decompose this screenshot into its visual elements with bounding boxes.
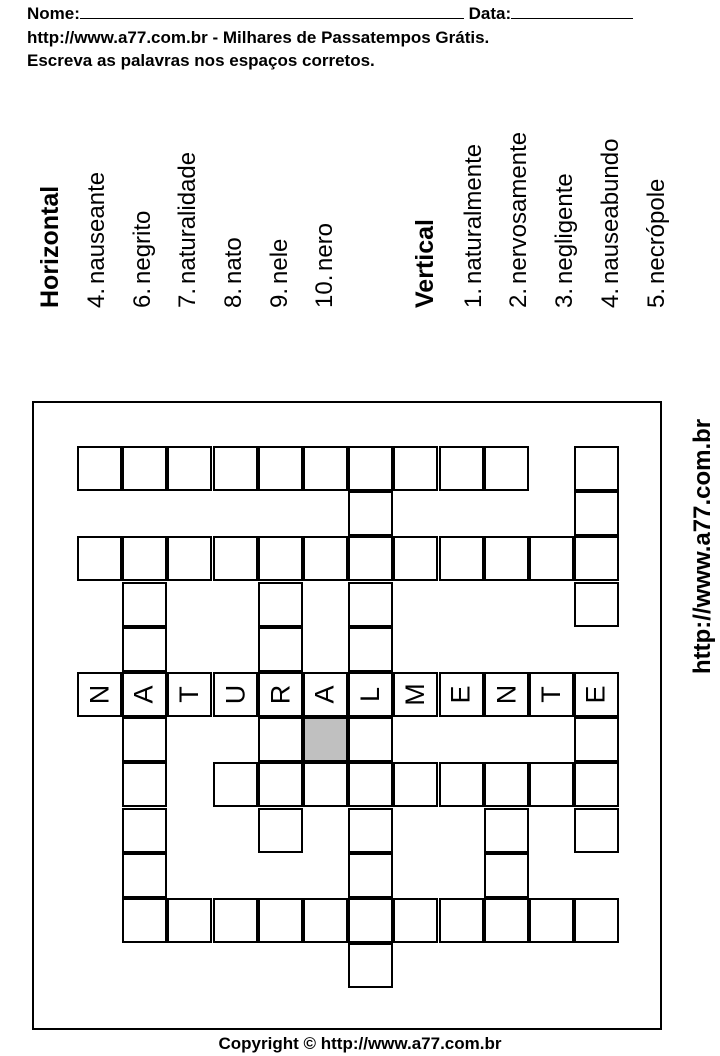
vertical-clue-2 [505,8,533,308]
crossword-cell[interactable] [348,762,393,807]
vertical-title: Vertical [411,219,439,308]
crossword-cell[interactable] [167,536,212,581]
crossword-cell[interactable] [303,446,348,491]
crossword-cell[interactable] [258,762,303,807]
cell-letter: N [84,684,114,705]
crossword-cell[interactable] [484,898,529,943]
cell-letter: L [355,686,385,703]
crossword-cell[interactable] [439,762,484,807]
cell-letter: N [491,684,521,705]
crossword-cell[interactable] [484,536,529,581]
cell-letter: T [536,686,566,703]
crossword-cell[interactable] [122,536,167,581]
crossword-cell[interactable] [484,853,529,898]
crossword-cell[interactable] [393,898,438,943]
filled-letter-cell[interactable] [393,672,438,717]
crossword-cell[interactable] [348,627,393,672]
clue-word: naturalidade [174,151,201,284]
crossword-cell[interactable] [574,536,619,581]
clue-number: 7. [174,287,201,308]
crossword-cell[interactable] [303,898,348,943]
crossword-cell[interactable] [484,446,529,491]
clue-number: 4. [83,287,110,308]
crossword-cell[interactable] [393,446,438,491]
crossword-cell[interactable] [122,808,167,853]
clue-number: 1. [460,287,487,308]
clue-word: negrito [129,210,156,284]
filled-letter-cell[interactable] [303,672,348,717]
crossword-cell[interactable] [529,536,574,581]
horizontal-clue-4 [83,8,111,308]
crossword-cell[interactable] [439,898,484,943]
crossword-cell[interactable] [258,627,303,672]
filled-letter-cell[interactable] [348,672,393,717]
cell-letter: A [309,685,340,704]
crossword-cell[interactable] [122,762,167,807]
clue-word: nato [220,237,247,284]
crossword-cell[interactable] [303,536,348,581]
horizontal-clue-7 [174,8,202,308]
clue-word: necrópole [643,178,670,284]
vertical-clue-1 [460,8,488,308]
clue-number: 9. [266,287,293,308]
vertical-clue-5 [643,8,671,308]
cell-letter: R [265,684,295,705]
crossword-cell[interactable] [167,898,212,943]
crossword-cell[interactable] [348,717,393,762]
crossword-cell[interactable] [213,762,258,807]
clue-number: 3. [551,287,578,308]
crossword-cell[interactable] [258,446,303,491]
footer-copyright: Copyright © http://www.a77.com.br [218,1034,502,1053]
horizontal-clue-9 [266,8,294,308]
crossword-cell[interactable] [348,943,393,988]
date-label: Data: [468,4,512,23]
crossword-cell[interactable] [77,446,122,491]
clue-number: 4. [597,287,624,308]
filled-letter-cell[interactable] [167,672,212,717]
crossword-cell[interactable] [574,446,619,491]
cell-letter: E [445,685,476,704]
crossword-cell[interactable] [439,536,484,581]
shaded-cell [303,717,348,762]
site-line: http://www.a77.com.br - Milhares de Passatempos Grátis. [27,28,490,47]
clue-number: 10. [311,274,338,308]
crossword-cell[interactable] [574,491,619,536]
crossword-cell[interactable] [574,898,619,943]
horizontal-clue-10 [311,8,339,308]
horizontal-title: Horizontal [36,185,64,308]
crossword-cell[interactable] [348,582,393,627]
cell-letter: M [400,683,430,706]
crossword-cell[interactable] [213,446,258,491]
clue-number: 6. [129,287,156,308]
filled-letter-cell[interactable] [213,672,258,717]
clue-word: nauseabundo [597,138,624,284]
crossword-cell[interactable] [258,808,303,853]
vertical-clue-4 [597,8,625,308]
filled-letter-cell[interactable] [77,672,122,717]
crossword-cell[interactable] [529,762,574,807]
crossword-cell[interactable] [122,627,167,672]
crossword-cell[interactable] [122,717,167,762]
filled-letter-cell[interactable] [484,672,529,717]
clue-word: negligente [551,173,578,284]
clue-number: 5. [643,287,670,308]
crossword-cell[interactable] [213,536,258,581]
cell-letter: A [128,685,159,704]
crossword-cell[interactable] [213,898,258,943]
clue-word: nele [266,238,293,284]
crossword-cell[interactable] [122,898,167,943]
crossword-cell[interactable] [122,582,167,627]
crossword-cell[interactable] [167,446,212,491]
crossword-cell[interactable] [122,853,167,898]
crossword-cell[interactable] [348,536,393,581]
crossword-cell[interactable] [484,808,529,853]
crossword-cell[interactable] [77,536,122,581]
crossword-cell[interactable] [348,491,393,536]
crossword-cell[interactable] [574,717,619,762]
crossword-cell[interactable] [122,446,167,491]
crossword-cell[interactable] [258,898,303,943]
crossword-cell[interactable] [348,446,393,491]
filled-letter-cell[interactable] [439,672,484,717]
cell-letter: E [580,685,611,704]
cell-letter: U [220,684,250,705]
cell-letter: T [174,686,204,703]
clue-word: nervosamente [505,131,532,284]
crossword-cell[interactable] [439,446,484,491]
crossword-cell[interactable] [484,762,529,807]
crossword-cell[interactable] [348,898,393,943]
side-url: http://www.a77.com.br [689,418,716,674]
instruction-text: Escreva as palavras nos espaços corretos. [27,51,375,70]
filled-letter-cell[interactable] [258,672,303,717]
clue-word: nero [311,222,338,271]
crossword-cell[interactable] [258,717,303,762]
crossword-cell[interactable] [393,536,438,581]
filled-letter-cell[interactable] [529,672,574,717]
crossword-cell[interactable] [574,808,619,853]
vertical-clue-3 [551,8,579,308]
horizontal-clue-8 [220,8,248,308]
crossword-cell[interactable] [258,582,303,627]
crossword-cell[interactable] [303,762,348,807]
crossword-cell[interactable] [348,853,393,898]
clue-word: nauseante [83,171,110,284]
filled-letter-cell[interactable] [574,672,619,717]
crossword-cell[interactable] [393,762,438,807]
name-label: Nome: [27,4,80,23]
crossword-cell[interactable] [574,582,619,627]
clue-number: 8. [220,287,247,308]
crossword-cell[interactable] [574,762,619,807]
filled-letter-cell[interactable] [122,672,167,717]
clue-number: 2. [505,287,532,308]
crossword-cell[interactable] [529,898,574,943]
crossword-cell[interactable] [348,808,393,853]
crossword-cell[interactable] [258,536,303,581]
clue-word: naturalmente [460,143,487,284]
horizontal-clue-6 [129,8,157,308]
